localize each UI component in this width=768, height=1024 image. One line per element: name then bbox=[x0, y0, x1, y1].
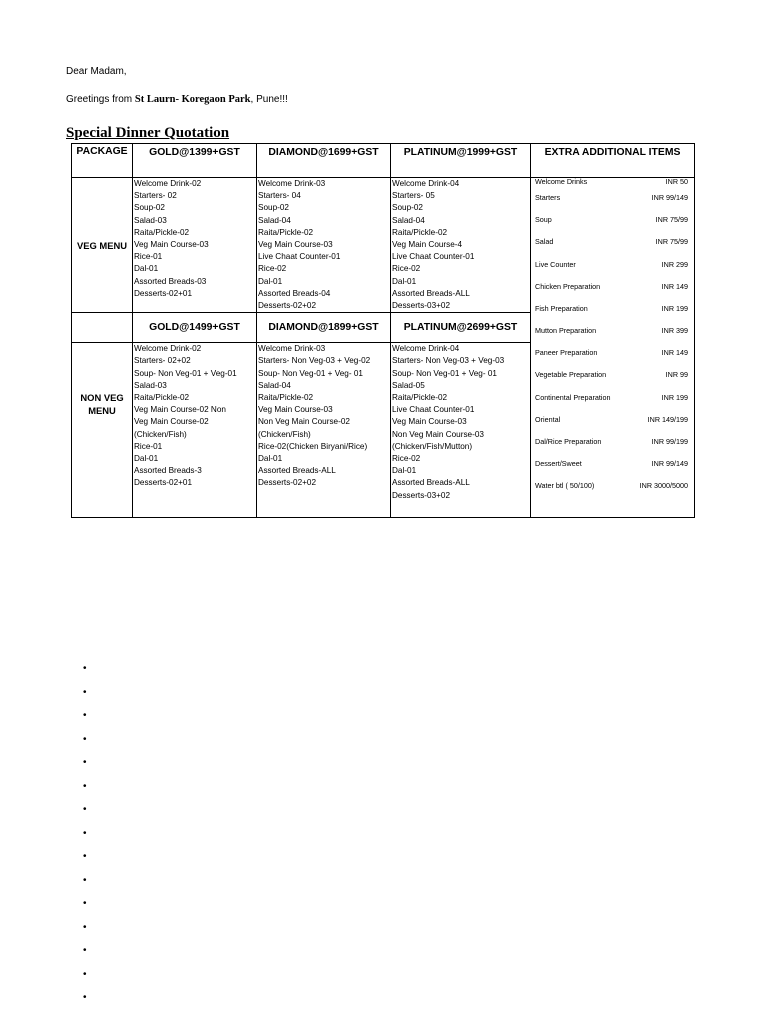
extra-item-price: INR 149 bbox=[661, 348, 688, 358]
extra-item-name: Soup bbox=[535, 215, 552, 225]
menu-item: Welcome Drink-04 bbox=[392, 179, 460, 188]
veg-gold-items bbox=[133, 178, 257, 313]
extra-item-price: INR 299 bbox=[661, 259, 688, 269]
menu-item: Starters- 05 bbox=[392, 191, 435, 201]
menu-item: Rice-01 bbox=[134, 252, 163, 262]
menu-item: (Chicken/Fish) bbox=[258, 429, 311, 439]
extras-header: EXTRA ADDITIONAL ITEMS bbox=[531, 144, 695, 178]
menu-item: Non Veg Main Course-03 bbox=[392, 429, 484, 439]
menu-item: Starters- Non Veg-03 + Veg-02 bbox=[258, 356, 371, 366]
menu-item: Raita/Pickle-02 bbox=[392, 393, 448, 403]
bullet-item: • bbox=[83, 874, 87, 886]
menu-item: Desserts-02+02 bbox=[258, 478, 317, 488]
extra-item bbox=[531, 475, 694, 497]
extra-item bbox=[531, 276, 694, 298]
quotation-table bbox=[71, 143, 695, 518]
menu-item: Assorted Breads-03 bbox=[134, 276, 207, 286]
extra-item bbox=[531, 187, 694, 209]
menu-item: Live Chaat Counter-01 bbox=[258, 252, 341, 262]
menu-item: Soup- Non Veg-01 + Veg- 01 bbox=[392, 368, 497, 378]
menu-item: Veg Main Course-4 bbox=[392, 240, 463, 250]
salutation: Dear Madam, bbox=[66, 66, 127, 77]
extra-item-name: Chicken Preparation bbox=[535, 281, 601, 291]
menu-item: Dal-01 bbox=[392, 466, 417, 476]
menu-item: Raita/Pickle-02 bbox=[392, 227, 448, 237]
nonveg-label-line2: MENU bbox=[88, 405, 116, 417]
menu-item: Veg Main Course-02 Non bbox=[134, 405, 226, 415]
menu-item: Desserts-03+02 bbox=[392, 490, 451, 500]
extra-item-name: Starters bbox=[535, 192, 561, 202]
bullet-item: • bbox=[83, 992, 87, 1003]
menu-item: Dal-01 bbox=[258, 454, 283, 464]
menu-item: Welcome Drink-02 bbox=[134, 179, 202, 188]
extra-item-price: INR 199 bbox=[661, 303, 688, 313]
extra-item bbox=[531, 387, 694, 409]
bullet-list bbox=[83, 664, 87, 1017]
extra-item-price: INR 50 bbox=[665, 177, 688, 187]
bullet-item: • bbox=[83, 804, 87, 815]
bullet-item: • bbox=[83, 945, 87, 956]
veg-diamond-header: DIAMOND@1699+GST bbox=[257, 144, 391, 178]
menu-item: Assorted Breads-3 bbox=[134, 466, 202, 476]
menu-item: Desserts-02+02 bbox=[258, 301, 317, 311]
bullet-item: • bbox=[83, 968, 87, 980]
extra-item-name: Paneer Preparation bbox=[535, 348, 598, 358]
quotation-title: Special Dinner Quotation bbox=[66, 125, 230, 141]
extra-item bbox=[531, 209, 694, 231]
extra-item-price: INR 75/99 bbox=[655, 237, 688, 247]
menu-item: Raita/Pickle-02 bbox=[134, 227, 190, 237]
menu-item: Soup-02 bbox=[258, 203, 289, 213]
menu-item: Assorted Breads-ALL bbox=[392, 288, 470, 298]
menu-item: Rice-02 bbox=[258, 264, 287, 274]
package-header: PACKAGE bbox=[72, 144, 133, 178]
menu-item: Veg Main Course-03 bbox=[392, 417, 467, 427]
menu-item: Soup- Non Veg-01 + Veg- 01 bbox=[258, 368, 363, 378]
extra-item-price: INR 149/199 bbox=[647, 414, 688, 424]
extra-item-name: Live Counter bbox=[535, 259, 576, 269]
menu-item: Salad-04 bbox=[258, 215, 291, 225]
menu-item: Salad-05 bbox=[392, 380, 425, 390]
nonveg-menu-label bbox=[72, 343, 133, 518]
menu-item: Starters- Non Veg-03 + Veg-03 bbox=[392, 356, 505, 366]
nonveg-gold-header: GOLD@1499+GST bbox=[133, 313, 257, 343]
greeting-line bbox=[66, 94, 288, 105]
extra-item-name: Dessert/Sweet bbox=[535, 459, 582, 469]
table-header-row bbox=[72, 144, 695, 178]
nonveg-platinum-header: PLATINUM@2699+GST bbox=[391, 313, 531, 343]
nonveg-diamond-items bbox=[257, 343, 391, 518]
menu-item: Assorted Breads-04 bbox=[258, 288, 331, 298]
extra-item-name: Vegetable Preparation bbox=[535, 370, 607, 380]
veg-diamond-items bbox=[257, 178, 391, 313]
hotel-name: St Laurn- Koregaon Park bbox=[134, 94, 251, 105]
extra-item bbox=[531, 365, 694, 387]
nonveg-gold-items bbox=[133, 343, 257, 518]
menu-item: Desserts-02+01 bbox=[134, 478, 193, 488]
extra-item-price: INR 99/199 bbox=[651, 437, 688, 447]
extra-item-name: Dal/Rice Preparation bbox=[535, 437, 602, 447]
extra-item-price: INR 199 bbox=[661, 392, 688, 402]
menu-item: Desserts-02+01 bbox=[134, 288, 193, 298]
nonveg-platinum-items bbox=[391, 343, 531, 518]
extras-list bbox=[531, 178, 695, 518]
veg-menu-row bbox=[72, 178, 695, 313]
extra-item-name: Continental Preparation bbox=[535, 392, 611, 402]
nonveg-label-line1: NON VEG bbox=[80, 392, 124, 404]
menu-item: Soup-02 bbox=[134, 203, 165, 213]
menu-item: Starters- 02 bbox=[134, 191, 177, 201]
menu-item: Welcome Drink-04 bbox=[392, 344, 460, 354]
extra-item bbox=[531, 320, 694, 342]
menu-item: Raita/Pickle-02 bbox=[258, 227, 314, 237]
menu-item: Welcome Drink-03 bbox=[258, 179, 326, 188]
menu-item: Rice-02 bbox=[392, 264, 421, 274]
menu-item: Starters- 04 bbox=[258, 191, 301, 201]
extra-item-name: Salad bbox=[535, 237, 554, 247]
extra-item-price: INR 3000/5000 bbox=[639, 481, 688, 491]
veg-platinum-items bbox=[391, 178, 531, 313]
bullet-item: • bbox=[83, 686, 87, 698]
menu-item: Veg Main Course-03 bbox=[258, 240, 333, 250]
extra-item-price: INR 75/99 bbox=[655, 215, 688, 225]
bullet-item: • bbox=[83, 780, 87, 792]
greeting-prefix: Greetings from bbox=[66, 94, 135, 105]
menu-item: Salad-04 bbox=[258, 380, 291, 390]
nonveg-diamond-header: DIAMOND@1899+GST bbox=[257, 313, 391, 343]
extra-item-name: Welcome Drinks bbox=[535, 177, 588, 187]
menu-item: Assorted Breads-ALL bbox=[392, 478, 470, 488]
menu-item: (Chicken/Fish/Mutton) bbox=[392, 441, 473, 451]
extra-item bbox=[531, 409, 694, 431]
extra-item bbox=[531, 254, 694, 276]
veg-menu-label: VEG MENU bbox=[72, 178, 133, 313]
extra-item bbox=[531, 453, 694, 475]
menu-item: Rice-02 bbox=[392, 454, 421, 464]
extra-item-name: Oriental bbox=[535, 414, 561, 424]
menu-item: Welcome Drink-03 bbox=[258, 344, 326, 354]
menu-item: Salad-03 bbox=[134, 380, 167, 390]
extra-item bbox=[531, 342, 694, 364]
extra-item-price: INR 99 bbox=[665, 370, 688, 380]
menu-item: Dal-01 bbox=[134, 454, 159, 464]
greeting-suffix: , Pune!!! bbox=[250, 94, 288, 105]
bullet-item: • bbox=[83, 827, 87, 839]
menu-item: Dal-01 bbox=[258, 276, 283, 286]
menu-item: Live Chaat Counter-01 bbox=[392, 405, 475, 415]
menu-item: Live Chaat Counter-01 bbox=[392, 252, 475, 262]
menu-item: Soup- Non Veg-01 + Veg-01 bbox=[134, 368, 237, 378]
menu-item: Rice-01 bbox=[134, 441, 163, 451]
extra-item-price: INR 149 bbox=[661, 281, 688, 291]
menu-item: Starters- 02+02 bbox=[134, 356, 191, 366]
extra-item bbox=[531, 298, 694, 320]
extra-item-name: Fish Preparation bbox=[535, 303, 588, 313]
menu-item: Veg Main Course-03 bbox=[258, 405, 333, 415]
menu-item: Salad-04 bbox=[392, 215, 425, 225]
menu-item: Salad-03 bbox=[134, 215, 167, 225]
menu-item: Veg Main Course-03 bbox=[134, 240, 209, 250]
extra-item bbox=[531, 231, 694, 253]
bullet-item: • bbox=[83, 663, 87, 674]
menu-item: Welcome Drink-02 bbox=[134, 344, 202, 354]
bullet-item: • bbox=[83, 851, 87, 862]
menu-item: (Chicken/Fish) bbox=[134, 429, 187, 439]
bullet-item: • bbox=[83, 733, 87, 745]
menu-item: Soup-02 bbox=[392, 203, 423, 213]
extra-item-price: INR 99/149 bbox=[651, 459, 688, 469]
veg-platinum-header: PLATINUM@1999+GST bbox=[391, 144, 531, 178]
bullet-item: • bbox=[83, 757, 87, 768]
menu-item: Raita/Pickle-02 bbox=[258, 393, 314, 403]
extra-item bbox=[531, 431, 694, 453]
menu-item: Veg Main Course-02 bbox=[134, 417, 209, 427]
menu-item: Assorted Breads-ALL bbox=[258, 466, 336, 476]
menu-item: Rice-02(Chicken Biryani/Rice) bbox=[258, 441, 368, 451]
extra-item-name: Mutton Preparation bbox=[535, 326, 597, 336]
extra-item-price: INR 399 bbox=[661, 326, 688, 336]
bullet-item: • bbox=[83, 921, 87, 933]
menu-item: Dal-01 bbox=[392, 276, 417, 286]
menu-item: Desserts-03+02 bbox=[392, 301, 451, 311]
bullet-item: • bbox=[83, 710, 87, 721]
menu-item: Non Veg Main Course-02 bbox=[258, 417, 350, 427]
menu-item: Raita/Pickle-02 bbox=[134, 393, 190, 403]
menu-item: Dal-01 bbox=[134, 264, 159, 274]
empty-cell bbox=[72, 313, 133, 343]
bullet-item: • bbox=[83, 898, 87, 909]
extra-item-name: Water btl ( 50/100) bbox=[535, 481, 595, 491]
veg-gold-header: GOLD@1399+GST bbox=[133, 144, 257, 178]
extra-item bbox=[531, 178, 694, 187]
extra-item-price: INR 99/149 bbox=[651, 192, 688, 202]
